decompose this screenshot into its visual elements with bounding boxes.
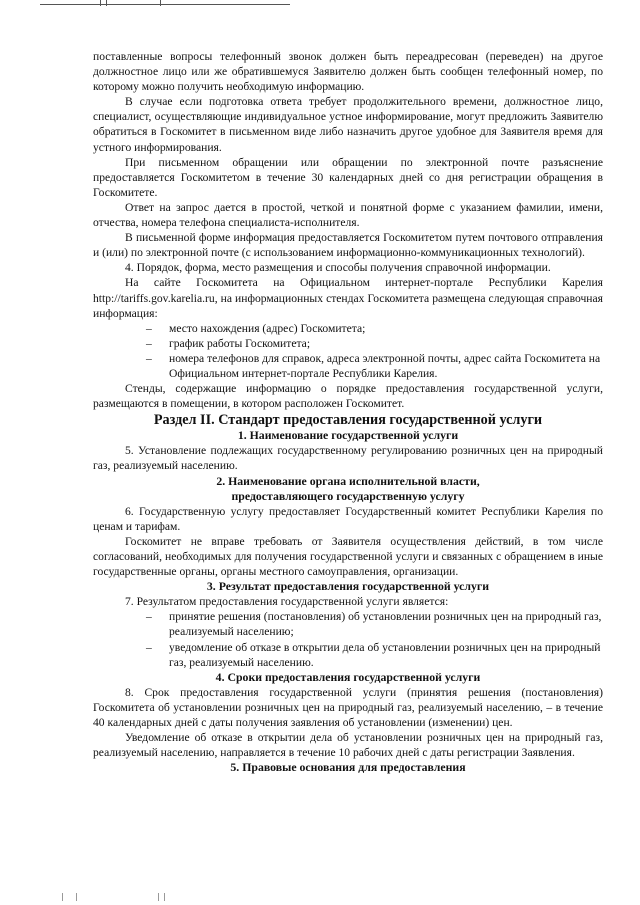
paragraph-item-7: 7. Результатом предоставления государственной услуги является:	[125, 595, 449, 609]
paragraph-long-preparation: В случае если подготовка ответа требует продолжительного времени, должностное лицо, специалист, осуществляющие индивидуальное устное информирование, могут предложить Заявителю обратиться в Госкомитет в письменном виде либо назначить другое удобное для Заявителя время для устного информирования.	[93, 95, 603, 154]
scan-artifact-bottom	[164, 893, 165, 901]
info-list	[93, 321, 603, 381]
paragraph-website-info: На сайте Госкомитета на Официальном интернет-портале Республики Карелия http://tariffs.gov.karelia.ru, на информационных стендах Госкомитета размещена следующая справочная информация:	[93, 276, 603, 320]
heading-service-name: 1. Наименование государственной услуги	[237, 428, 459, 443]
document-body	[93, 49, 603, 775]
list-item: – график работы Госкомитета;	[146, 336, 311, 350]
paragraph-item-6: 6. Государственную услугу предоставляет Государственный комитет Республики Карелия по ценам и тарифам.	[93, 504, 603, 533]
list-item: – место нахождения (адрес) Госкомитета;	[146, 321, 366, 335]
heading-service-result: 3. Результат предоставления государственной услуги	[206, 579, 490, 594]
paragraph-item-5: 5. Установление подлежащих государственному регулированию розничных цен на природный газ, реализуемый населению.	[93, 444, 603, 473]
list-item: – уведомление об отказе в открытии дела об установлении розничных цен на природный газ, реализуемый населению.	[146, 640, 601, 669]
paragraph-stands: Стенды, содержащие информацию о порядке предоставления государственной услуги, размещаются в помещении, в котором расположен Госкомитет.	[93, 382, 603, 411]
paragraph-written-form: В письменной форме информация предоставляется Госкомитетом путем почтового отправления и (или) по электронной почте (с использованием информационно-коммуникационных технологий).	[93, 231, 603, 260]
paragraph-refusal-notice: Уведомление об отказе в открытии дела об установлении розничных цен на природный газ, реализуемый населению, направляется в течение 10 рабочих дней с даты регистрации Заявления.	[93, 731, 603, 760]
paragraph-item-4: 4. Порядок, форма, место размещения и способы получения справочной информации.	[125, 261, 551, 275]
heading-authority-line-2: предоставляющего государственную услугу	[231, 488, 465, 503]
scan-artifact-bottom	[62, 893, 63, 901]
paragraph-written-request: При письменном обращении или обращении по электронной почте разъяснение предоставляется Госкомитетом в течение 30 календарных дней со дня регистрации обращения в Госкомитете.	[93, 155, 603, 199]
heading-legal-grounds: 5. Правовые основания для предоставления	[230, 760, 466, 775]
paragraph-phone-redirect: поставленные вопросы телефонный звонок должен быть переадресован (переведен) на другое должностное лицо или же обратившемуся Заявителю должен быть сообщен телефонный номер, по которому можно получить необходимую информацию.	[93, 50, 603, 94]
heading-service-terms: 4. Сроки предоставления государственной услуги	[215, 669, 481, 684]
list-item: – номера телефонов для справок, адреса электронной почты, адрес сайта Госкомитета на Официальном интернет-портале Республики Карелия.	[146, 351, 601, 380]
paragraph-answer-form: Ответ на запрос дается в простой, четкой и понятной форме с указанием фамилии, имени, отчества, номера телефона специалиста-исполнителя.	[93, 200, 603, 230]
list-item: – принятие решения (постановления) об установлении розничных цен на природный газ, реализуемый населению;	[146, 610, 602, 639]
scan-artifact-top	[40, 0, 300, 6]
scan-artifact-bottom	[76, 893, 77, 901]
heading-authority-line-1: 2. Наименование органа исполнительной власти,	[216, 473, 480, 488]
result-list	[93, 609, 603, 669]
paragraph-item-8: 8. Срок предоставления государственной услуги (принятия решения (постановления) Госкомитета об установлении розничных цен на природный газ, реализуемый населению, – в течение 40 календарных дней с даты получения заявления об установлении (изменении) цен.	[93, 685, 603, 730]
paragraph-no-requirements: Госкомитет не вправе требовать от Заявителя осуществления действий, в том числе согласований, необходимых для получения государственной услуги и связанных с обращением в иные государственные органы, органы местного самоуправления, организации.	[93, 534, 603, 579]
scan-artifact-bottom	[158, 893, 159, 901]
section-2-heading: Раздел II. Стандарт предоставления государственной услуги	[153, 412, 543, 429]
